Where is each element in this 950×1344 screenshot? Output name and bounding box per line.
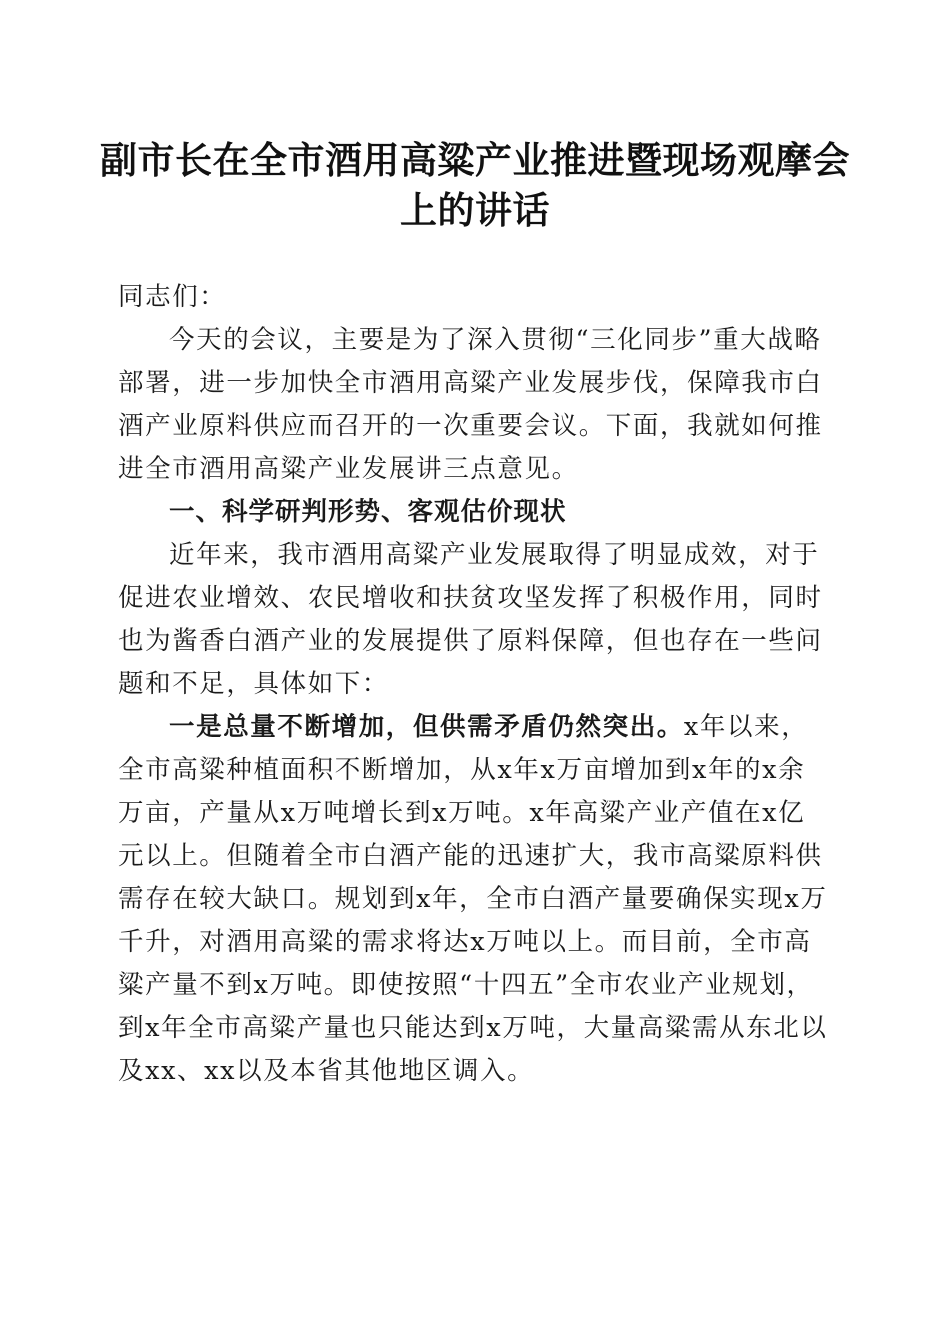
section-heading: 一、科学研判形势、客观估价现状 xyxy=(169,497,567,527)
point-one-lead: 一是总量不断增加，但供需矛盾仍然突出。 xyxy=(169,712,684,742)
section-intro-paragraph: 近年来，我市酒用高粱产业发展取得了明显成效，对于促进农业增效、农民增收和扶贫攻坚发挥了积极作用，同时也为酱香白酒产业的发展提供了原料保障，但也存在一些问题和不足，具体如下： xyxy=(118,540,823,699)
point-one-text: x年以来，全市高粱种植面积不断增加，从x年x万亩增加到x年的x余万亩，产量从x万吨增长到x万吨。x年高粱产业产值在x亿元以上。但随着全市白酒产能的迅速扩大，我市高粱原料供需存在较大缺口。规划到x年，全市白酒产量要确保实现x万千升，对酒用高粱的需求将达x万吨以上。而目前，全市高粱产量不到x万吨。即使按照“十四五”全市农业产业规划，到x年全市高粱产量也只能达到x万吨，大量高粱需从东北以及xx、xx以及本省其他地区调入。 xyxy=(118,712,828,1086)
document-title: 副市长在全市酒用高粱产业推进暨现场观摩会上的讲话 xyxy=(100,138,850,232)
salutation: 同志们： xyxy=(118,282,227,312)
intro-paragraph: 今天的会议，主要是为了深入贯彻“三化同步”重大战略部署，进一步加快全市酒用高粱产业发展步伐，保障我市白酒产业原料供应而召开的一次重要会议。下面，我就如何推进全市酒用高粱产业发展讲三点意见。 xyxy=(118,325,823,484)
document-body xyxy=(118,276,830,1093)
point-one-paragraph xyxy=(118,706,830,1093)
